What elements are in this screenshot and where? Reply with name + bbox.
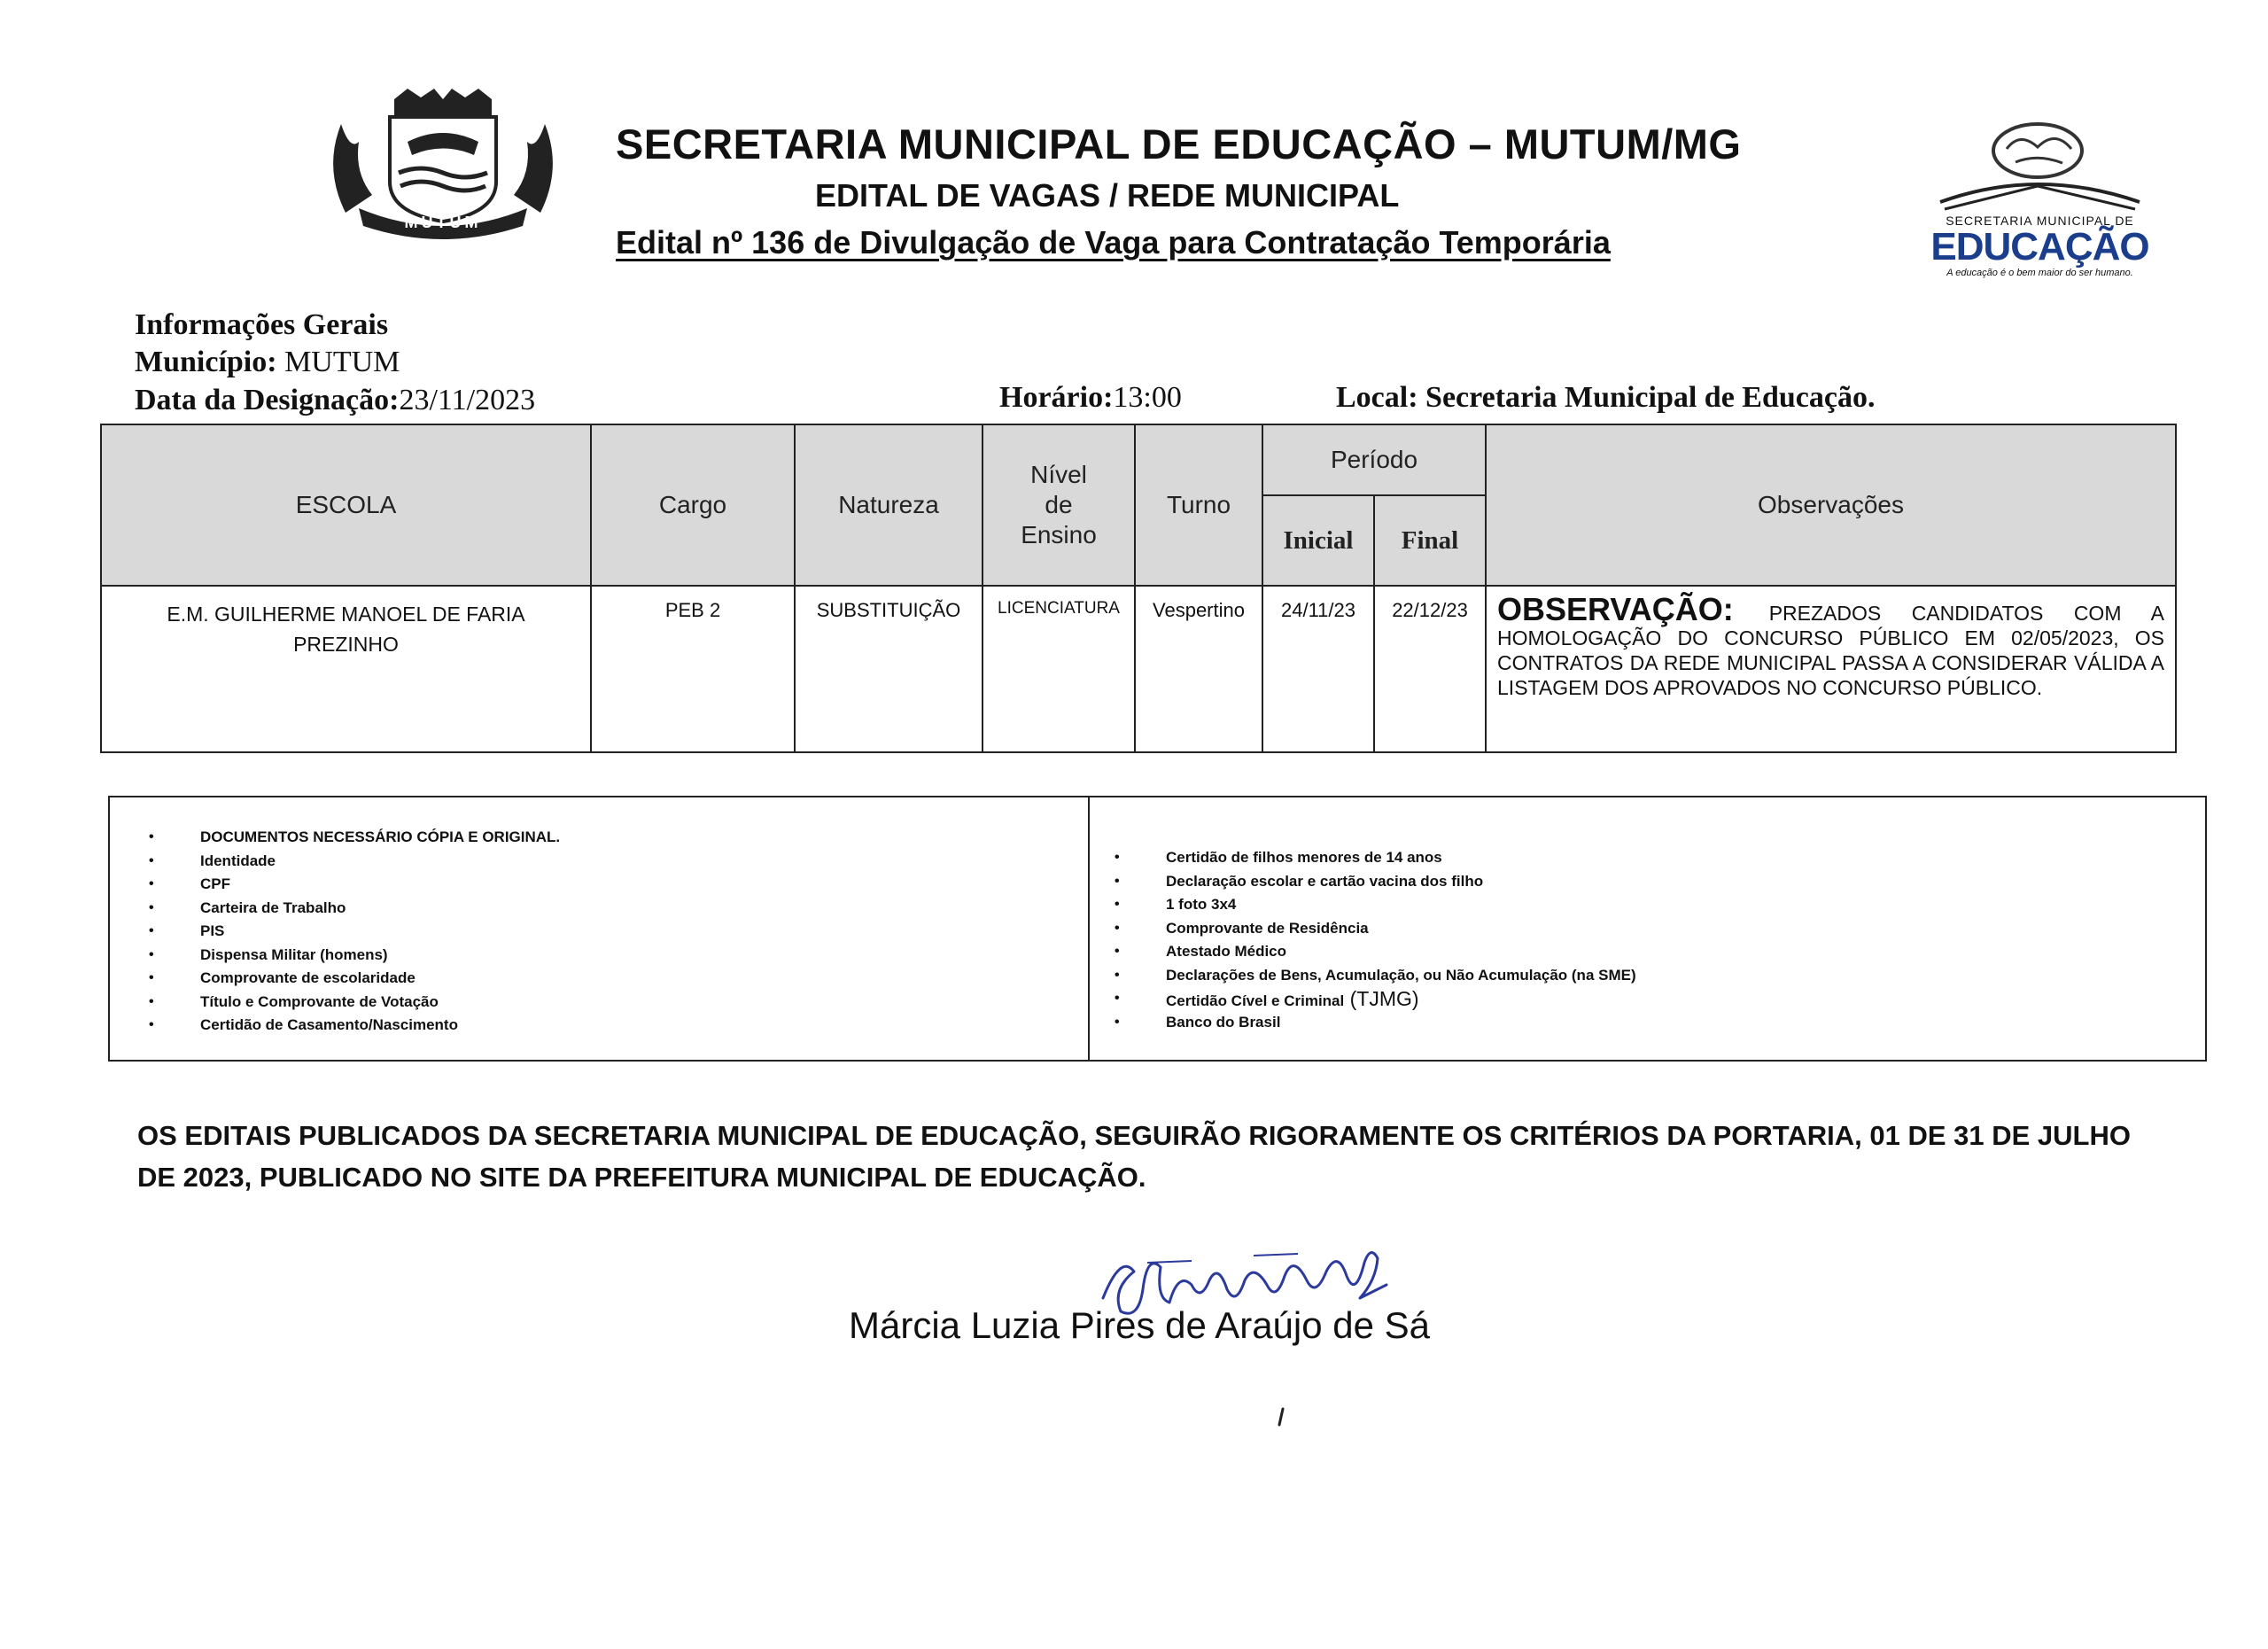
edital-title: Edital nº 136 de Divulgação de Vaga para Contratação Temporária — [616, 224, 1611, 261]
observacao-text: PREZADOS CANDIDATOS COM A HOMOLOGAÇÃO DO CONCURSO PÚBLICO EM 02/05/2023, OS CONTRATOS DA REDE MUNICIPAL PASSA A CONSIDERAR VÁLIDA A LISTAGEM DOS APROVADOS NO CONCURSO PÚBLICO. — [1497, 602, 2165, 699]
cell-cargo: PEB 2 — [591, 586, 795, 752]
cell-observacao — [1486, 586, 2176, 752]
list-item: • Atestado Médico — [1115, 940, 1636, 964]
vacancy-table — [100, 424, 2177, 753]
cell-turno: Vespertino — [1135, 586, 1262, 752]
municipio-value: MUTUM — [276, 346, 400, 378]
list-item: • Comprovante de Residência — [1115, 917, 1636, 941]
header-natureza: Natureza — [795, 424, 983, 586]
header-cargo: Cargo — [591, 424, 795, 586]
education-logo-line2: EDUCAÇÃO — [1930, 225, 2149, 268]
education-logo — [1922, 113, 2157, 291]
header-observacoes: Observações — [1486, 424, 2176, 586]
escola-text: E.M. GUILHERME MANOEL DE FARIA PREZINHO — [167, 603, 525, 656]
list-item: • Dispensa Militar (homens) — [149, 944, 560, 968]
cell-final: 22/12/23 — [1374, 586, 1486, 752]
list-item: • DOCUMENTOS NECESSÁRIO CÓPIA E ORIGINAL. — [149, 826, 560, 850]
header-periodo: Período — [1262, 424, 1486, 495]
list-item: • Carteira de Trabalho — [149, 897, 560, 921]
list-item: • Certidão de filhos menores de 14 anos — [1115, 846, 1636, 870]
page-subtitle: EDITAL DE VAGAS / REDE MUNICIPAL — [815, 177, 1400, 214]
table-row — [101, 586, 2176, 752]
list-item: • PIS — [149, 920, 560, 944]
list-item: • 1 foto 3x4 — [1115, 893, 1636, 917]
horario-value: 13:00 — [1113, 381, 1182, 414]
data-value: 23/11/2023 — [399, 384, 536, 416]
list-item: • Título e Comprovante de Votação — [149, 991, 560, 1015]
list-item: • Declarações de Bens, Acumulação, ou Não Acumulação (na SME) — [1115, 964, 1636, 988]
header-nivel-text: Nível de Ensino — [1021, 461, 1097, 548]
info-section-title — [135, 308, 388, 342]
cell-inicial: 24/11/23 — [1262, 586, 1374, 752]
list-item — [1115, 987, 1636, 1011]
certidao-label: Certidão Cível e Criminal — [1166, 992, 1345, 1009]
stray-mark-icon — [1276, 1407, 1286, 1427]
header-nivel-ensino — [983, 424, 1135, 586]
signer-name: Márcia Luzia Pires de Araújo de Sá — [849, 1304, 1431, 1346]
documents-divider — [1088, 796, 1090, 1060]
header-escola: ESCOLA — [101, 424, 591, 586]
list-item: • Comprovante de escolaridade — [149, 967, 560, 991]
municipal-crest-logo — [310, 89, 576, 239]
education-logo-line1: SECRETARIA MUNICIPAL DE — [1946, 214, 2134, 228]
book-brain-icon — [1922, 113, 2157, 213]
list-item: • Certidão de Casamento/Nascimento — [149, 1014, 560, 1038]
footer-notice: OS EDITAIS PUBLICADOS DA SECRETARIA MUNICIPAL DE EDUCAÇÃO, SEGUIRÃO RIGORAMENTE OS CRITÉRIOS DA PORTARIA, 01 DE 31 DE JULHO DE 2023, PUBLICADO NO SITE DA PREFEITURA MUNICIPAL DE EDUCAÇÃO. — [137, 1120, 2131, 1193]
list-item: • Banco do Brasil — [1115, 1011, 1636, 1035]
info-local: Local: Secretaria Municipal de Educação. — [1336, 381, 1876, 414]
cell-escola — [101, 586, 591, 752]
list-item: • Declaração escolar e cartão vacina dos filho — [1115, 870, 1636, 894]
page-title: SECRETARIA MUNICIPAL DE EDUCAÇÃO – MUTUM/MG — [616, 121, 1742, 167]
info-municipio — [135, 346, 400, 379]
cell-natureza: SUBSTITUIÇÃO — [795, 586, 983, 752]
documents-list-right — [1115, 846, 1636, 1034]
horario-label: Horário: — [999, 381, 1114, 414]
crest-ribbon-text: MUTUM — [404, 214, 482, 231]
header-final: Final — [1374, 495, 1486, 586]
header-inicial: Inicial — [1262, 495, 1374, 586]
cell-nivel: LICENCIATURA — [983, 586, 1135, 752]
info-title-text: Informações Gerais — [135, 308, 389, 341]
info-data — [135, 384, 535, 417]
list-item: • Identidade — [149, 850, 560, 874]
header-turno: Turno — [1135, 424, 1262, 586]
tjmg-suffix: (TJMG) — [1344, 987, 1419, 1010]
municipio-label: Município: — [135, 346, 277, 378]
info-horario — [999, 381, 1182, 415]
education-logo-tagline: A educação é o bem maior do ser humano. — [1946, 268, 2133, 278]
documents-list-left — [149, 826, 560, 1038]
data-label: Data da Designação: — [135, 384, 400, 416]
observacao-heading: OBSERVAÇÃO: — [1497, 591, 1734, 627]
list-item: • CPF — [149, 873, 560, 897]
